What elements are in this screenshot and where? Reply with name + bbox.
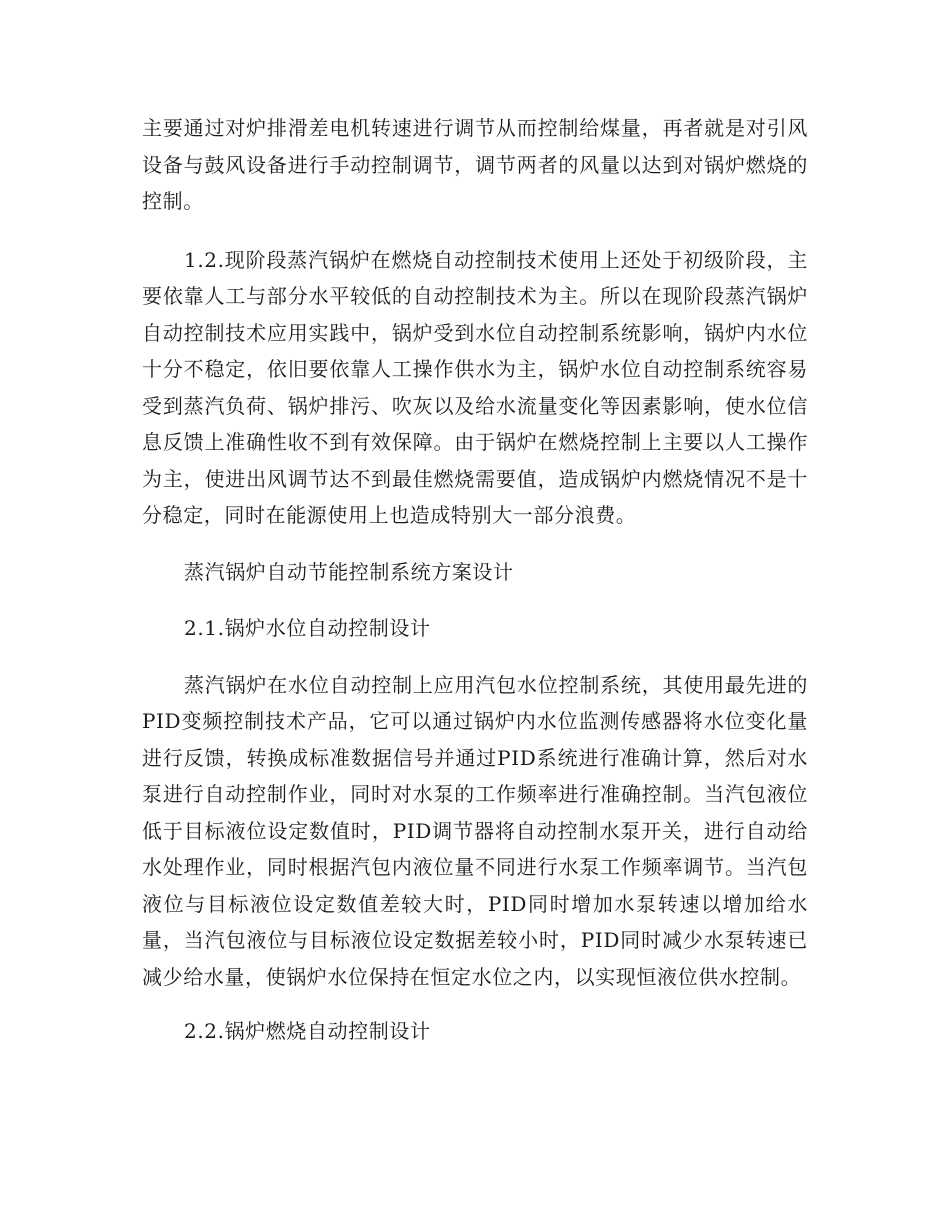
subsection-heading-2-2: 2.2.锅炉燃烧自动控制设计 (184, 1019, 431, 1043)
document-page (142, 110, 808, 1050)
section-heading-design: 蒸汽锅炉自动节能控制系统方案设计 (184, 559, 514, 584)
paragraph-intro-continuation: 主要通过对炉排滑差电机转速进行调节从而控制给煤量，再者就是对引风设备与鼓风设备进行手动控制调节，调节两者的风量以达到对锅炉燃烧的控制。 (142, 116, 808, 213)
subsection-heading-2-1: 2.1.锅炉水位自动控制设计 (184, 616, 431, 640)
paragraph-water-level-control: 蒸汽锅炉在水位自动控制上应用汽包水位控制系统，其使用最先进的PID变频控制技术产品，它可以通过锅炉内水位监测传感器将水位变化量进行反馈，转换成标准数据信号并通过PID系统进行准确计算，然后对水泵进行自动控制作业，同时对水泵的工作频率进行准确控制。当汽包液位低于目标液位设定数值时，PID调节器将自动控制水泵开关，进行自动给水处理作业，同时根据汽包内液位量不同进行水泵工作频率调节。当汽包液位与目标液位设定数值差较大时，PID同时增加水泵转速以增加给水量，当汽包液位与目标液位设定数据差较小时，PID同时减少水泵转速已减少给水量，使锅炉水位保持在恒定水位之内，以实现恒液位供水控制。 (142, 672, 808, 989)
paragraph-section-1-2: 1.2.现阶段蒸汽锅炉在燃烧自动控制技术使用上还处于初级阶段，主要依靠人工与部分水平较低的自动控制技术为主。所以在现阶段蒸汽锅炉自动控制技术应用实践中，锅炉受到水位自动控制系统影响，锅炉内水位十分不稳定，依旧要依靠人工操作供水为主，锅炉水位自动控制系统容易受到蒸汽负荷、锅炉排污、吹灰以及给水流量变化等因素影响，使水位信息反馈上准确性收不到有效保障。由于锅炉在燃烧控制上主要以人工操作为主，使进出风调节达不到最佳燃烧需要值，造成锅炉内燃烧情况不是十分稳定，同时在能源使用上也造成特别大一部分浪费。 (142, 247, 808, 527)
